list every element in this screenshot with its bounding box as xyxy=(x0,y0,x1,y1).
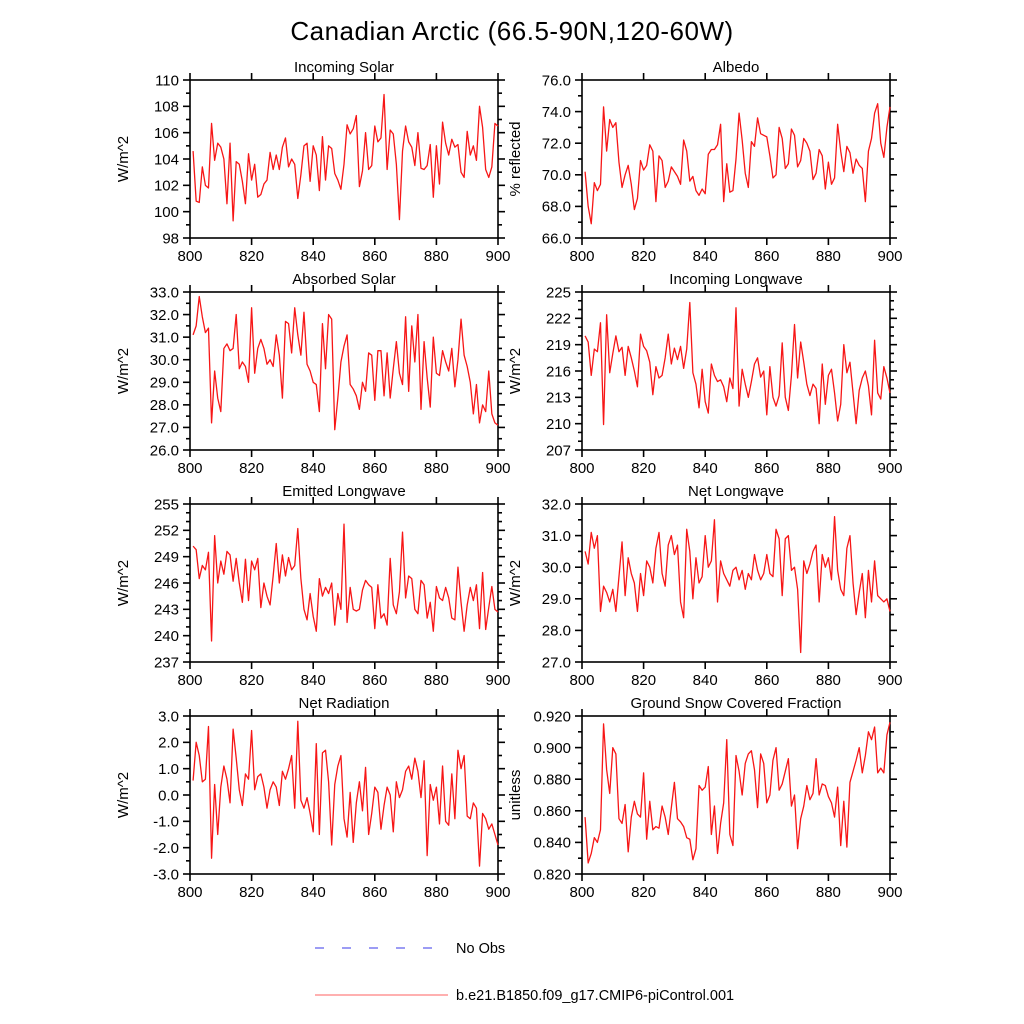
svg-text:820: 820 xyxy=(239,248,265,265)
svg-text:210: 210 xyxy=(545,415,571,433)
svg-text:0.860: 0.860 xyxy=(533,803,571,821)
svg-text:100: 100 xyxy=(153,203,179,221)
svg-text:900: 900 xyxy=(485,248,511,265)
svg-text:800: 800 xyxy=(177,884,203,901)
svg-text:-2.0: -2.0 xyxy=(153,839,179,857)
svg-text:880: 880 xyxy=(815,248,841,265)
panel-title: Albedo xyxy=(712,59,760,76)
svg-text:840: 840 xyxy=(692,672,718,689)
svg-text:26.0: 26.0 xyxy=(149,442,179,460)
series-line xyxy=(193,94,498,220)
svg-text:30.0: 30.0 xyxy=(149,351,179,369)
svg-text:33.0: 33.0 xyxy=(149,284,179,302)
panel-net-longwave xyxy=(497,482,937,694)
panel-absorbed-solar xyxy=(105,270,545,482)
y-axis-label: W/m^2 xyxy=(115,135,132,183)
legend-no-obs-label: No Obs xyxy=(456,941,506,958)
svg-text:222: 222 xyxy=(545,310,571,328)
y-axis-label: W/m^2 xyxy=(115,771,132,819)
panel-incoming-solar xyxy=(105,58,545,270)
svg-text:880: 880 xyxy=(815,884,841,901)
svg-text:0.920: 0.920 xyxy=(533,708,571,726)
svg-text:66.0: 66.0 xyxy=(541,230,571,248)
svg-text:800: 800 xyxy=(177,460,203,477)
svg-text:31.0: 31.0 xyxy=(149,329,179,347)
svg-text:246: 246 xyxy=(153,575,179,593)
panel-snow-fraction xyxy=(497,694,937,906)
svg-text:-3.0: -3.0 xyxy=(153,866,179,884)
svg-text:840: 840 xyxy=(300,672,326,689)
svg-text:68.0: 68.0 xyxy=(541,198,571,216)
svg-text:840: 840 xyxy=(692,460,718,477)
svg-text:255: 255 xyxy=(153,496,179,514)
svg-text:207: 207 xyxy=(545,442,571,460)
plot-4 xyxy=(105,482,545,694)
svg-text:900: 900 xyxy=(877,460,903,477)
svg-text:29.0: 29.0 xyxy=(541,591,571,609)
svg-text:880: 880 xyxy=(423,460,449,477)
svg-text:243: 243 xyxy=(153,601,179,619)
svg-text:800: 800 xyxy=(569,672,595,689)
svg-text:32.0: 32.0 xyxy=(149,306,179,324)
svg-text:860: 860 xyxy=(754,460,780,477)
plot-5 xyxy=(497,482,937,694)
figure-title: Canadian Arctic (66.5-90N,120-60W) xyxy=(290,16,734,46)
svg-text:900: 900 xyxy=(877,672,903,689)
svg-text:104: 104 xyxy=(153,151,179,169)
legend xyxy=(0,920,1024,1024)
series-line xyxy=(193,721,498,866)
panel-title: Emitted Longwave xyxy=(282,483,406,500)
svg-text:32.0: 32.0 xyxy=(541,496,571,514)
svg-text:800: 800 xyxy=(569,884,595,901)
y-axis-label: W/m^2 xyxy=(507,559,524,607)
svg-text:820: 820 xyxy=(631,672,657,689)
plot-0 xyxy=(105,58,545,270)
svg-text:820: 820 xyxy=(239,460,265,477)
svg-text:860: 860 xyxy=(754,672,780,689)
svg-text:840: 840 xyxy=(300,884,326,901)
panel-title: Net Longwave xyxy=(688,483,784,500)
panel-net-radiation xyxy=(105,694,545,906)
panel-title: Net Radiation xyxy=(298,695,390,712)
series-line xyxy=(585,722,890,863)
svg-text:860: 860 xyxy=(362,884,388,901)
svg-text:900: 900 xyxy=(877,248,903,265)
svg-text:820: 820 xyxy=(631,460,657,477)
svg-text:860: 860 xyxy=(754,884,780,901)
svg-text:880: 880 xyxy=(423,248,449,265)
svg-text:108: 108 xyxy=(153,98,179,116)
plot-3 xyxy=(497,270,937,482)
svg-text:800: 800 xyxy=(569,460,595,477)
series-line xyxy=(193,524,498,641)
svg-text:900: 900 xyxy=(485,672,511,689)
svg-text:-1.0: -1.0 xyxy=(153,813,179,831)
panel-title: Incoming Longwave xyxy=(669,271,803,288)
svg-text:820: 820 xyxy=(239,672,265,689)
svg-text:76.0: 76.0 xyxy=(541,72,571,90)
y-axis-label: W/m^2 xyxy=(115,347,132,395)
svg-text:880: 880 xyxy=(423,672,449,689)
svg-text:2.0: 2.0 xyxy=(158,734,179,752)
svg-text:860: 860 xyxy=(362,672,388,689)
svg-text:0.840: 0.840 xyxy=(533,834,571,852)
series-line xyxy=(585,104,890,224)
svg-text:800: 800 xyxy=(177,672,203,689)
series-line xyxy=(193,297,498,430)
svg-text:800: 800 xyxy=(177,248,203,265)
svg-text:70.0: 70.0 xyxy=(541,167,571,185)
svg-text:820: 820 xyxy=(631,884,657,901)
svg-text:237: 237 xyxy=(153,654,179,672)
svg-text:900: 900 xyxy=(485,460,511,477)
panel-emitted-longwave xyxy=(105,482,545,694)
svg-text:225: 225 xyxy=(545,284,571,302)
svg-text:30.0: 30.0 xyxy=(541,559,571,577)
svg-text:840: 840 xyxy=(692,248,718,265)
svg-text:1.0: 1.0 xyxy=(158,760,179,778)
legend-series-label: b.e21.B1850.f09_g17.CMIP6-piControl.001 xyxy=(456,988,735,1005)
panel-title: Absorbed Solar xyxy=(292,271,396,288)
svg-text:0.880: 0.880 xyxy=(533,771,571,789)
svg-text:3.0: 3.0 xyxy=(158,708,179,726)
panel-title: Ground Snow Covered Fraction xyxy=(630,695,842,712)
svg-text:74.0: 74.0 xyxy=(541,103,571,121)
svg-text:240: 240 xyxy=(153,627,179,645)
svg-text:98: 98 xyxy=(162,230,179,248)
svg-text:28.0: 28.0 xyxy=(149,397,179,415)
svg-text:860: 860 xyxy=(754,248,780,265)
svg-text:72.0: 72.0 xyxy=(541,135,571,153)
svg-text:880: 880 xyxy=(423,884,449,901)
svg-text:0.820: 0.820 xyxy=(533,866,571,884)
svg-text:820: 820 xyxy=(239,884,265,901)
plot-2 xyxy=(105,270,545,482)
svg-text:31.0: 31.0 xyxy=(541,527,571,545)
svg-text:252: 252 xyxy=(153,522,179,540)
svg-text:840: 840 xyxy=(300,460,326,477)
y-axis-label: unitless xyxy=(507,769,524,821)
svg-text:110: 110 xyxy=(155,72,179,90)
svg-text:880: 880 xyxy=(815,672,841,689)
series-line xyxy=(585,517,890,653)
panel-incoming-longwave xyxy=(497,270,937,482)
series-line xyxy=(585,303,890,425)
y-axis-label: W/m^2 xyxy=(507,347,524,395)
svg-text:27.0: 27.0 xyxy=(541,654,571,672)
svg-text:216: 216 xyxy=(545,363,571,381)
svg-text:106: 106 xyxy=(153,124,179,142)
plot-7 xyxy=(497,694,937,906)
svg-text:0.0: 0.0 xyxy=(158,787,179,805)
svg-text:880: 880 xyxy=(815,460,841,477)
svg-text:800: 800 xyxy=(569,248,595,265)
svg-text:28.0: 28.0 xyxy=(541,622,571,640)
y-axis-label: W/m^2 xyxy=(115,559,132,607)
plot-1 xyxy=(497,58,937,270)
panel-title: Incoming Solar xyxy=(293,59,395,76)
svg-text:820: 820 xyxy=(631,248,657,265)
y-axis-label: % reflected xyxy=(507,121,524,197)
svg-text:860: 860 xyxy=(362,248,388,265)
svg-text:213: 213 xyxy=(545,389,571,407)
svg-text:249: 249 xyxy=(153,548,179,566)
svg-text:900: 900 xyxy=(485,884,511,901)
svg-text:900: 900 xyxy=(877,884,903,901)
svg-text:27.0: 27.0 xyxy=(149,419,179,437)
panel-albedo xyxy=(497,58,937,270)
svg-text:840: 840 xyxy=(692,884,718,901)
svg-text:0.900: 0.900 xyxy=(533,739,571,757)
svg-text:29.0: 29.0 xyxy=(149,374,179,392)
plot-6 xyxy=(105,694,545,906)
svg-text:840: 840 xyxy=(300,248,326,265)
svg-text:102: 102 xyxy=(153,177,179,195)
svg-text:219: 219 xyxy=(545,336,571,354)
svg-text:860: 860 xyxy=(362,460,388,477)
